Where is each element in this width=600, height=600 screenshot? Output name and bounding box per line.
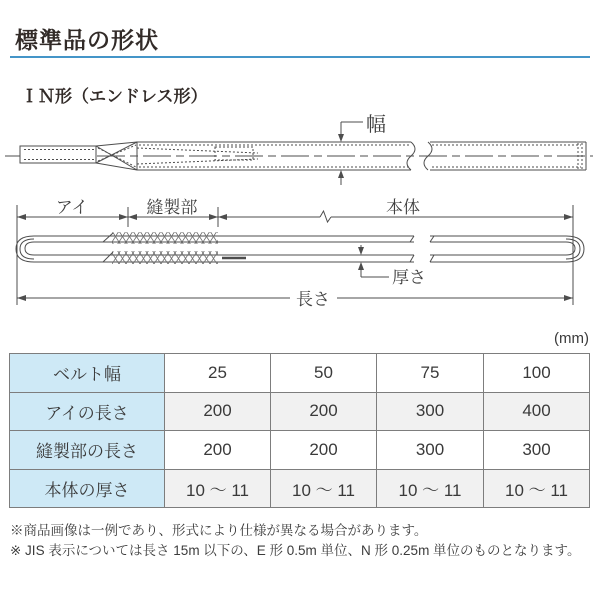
sling-diagram (0, 105, 600, 320)
footnotes (10, 521, 580, 561)
value-cell: 200 (271, 431, 377, 470)
top-view-group (5, 122, 593, 185)
table-row (10, 392, 590, 431)
eye-strip (20, 146, 96, 163)
stitch-zone-top (112, 232, 218, 244)
footnote: ※商品画像は一例であり、形式により仕様が異なる場合があります。 (10, 523, 428, 538)
value-cell: 400 (484, 392, 590, 431)
value-cell: 75 (377, 354, 484, 393)
page-title: 標準品の形状 (15, 27, 159, 53)
table-row (10, 354, 590, 393)
title-underline (10, 56, 590, 58)
row-header-cell: 本体の厚さ (10, 469, 165, 508)
table-row (10, 431, 590, 470)
width-label: 幅 (366, 114, 386, 136)
length-label: 長さ (296, 290, 330, 309)
value-cell: 50 (271, 354, 377, 393)
value-cell: 10 〜 11 (484, 469, 590, 508)
stitch-zone-bottom (112, 251, 218, 264)
value-cell: 25 (165, 354, 271, 393)
unit-label: (mm) (554, 330, 589, 347)
row-header-cell: アイの長さ (10, 392, 165, 431)
value-cell: 10 〜 11 (165, 469, 271, 508)
label-patch (215, 147, 253, 160)
thickness-label: 厚さ (392, 268, 426, 287)
spec-table (9, 353, 590, 508)
row-header-cell: ベルト幅 (10, 354, 165, 393)
value-cell: 200 (165, 431, 271, 470)
row-header-cell: 縫製部の長さ (10, 431, 165, 470)
value-cell: 300 (484, 431, 590, 470)
section-subtitle: ＩＮ形（エンドレス形） (21, 87, 208, 106)
body-label: 本体 (386, 198, 420, 217)
value-cell: 10 〜 11 (377, 469, 484, 508)
value-cell: 300 (377, 392, 484, 431)
value-cell: 300 (377, 431, 484, 470)
table-row (10, 469, 590, 508)
sewn-label: 縫製部 (146, 198, 198, 217)
eye-label: アイ (55, 198, 89, 217)
value-cell: 10 〜 11 (271, 469, 377, 508)
value-cell: 100 (484, 354, 590, 393)
footnote: ※ JIS 表示については長さ 15m 以下の、E 形 0.5m 単位、N 形 0.25m 単位のものとなります。 (10, 543, 581, 558)
value-cell: 200 (271, 392, 377, 431)
value-cell: 200 (165, 392, 271, 431)
